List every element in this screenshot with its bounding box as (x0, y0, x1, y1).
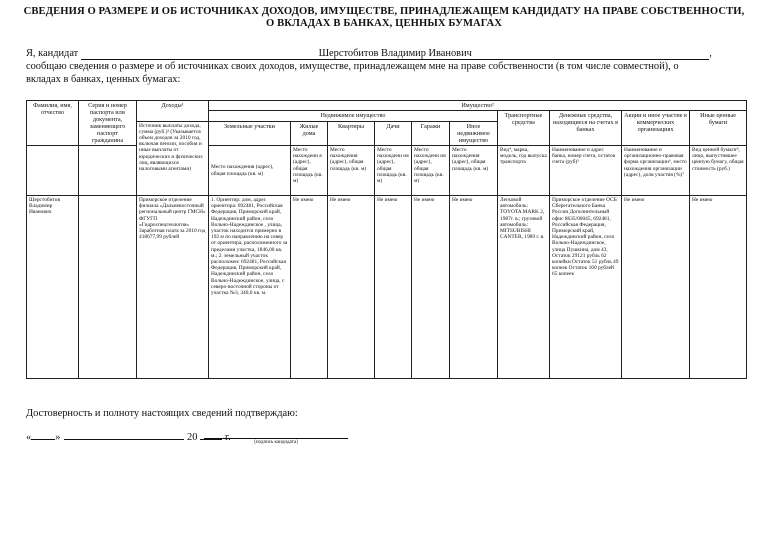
cell-cash: Приморское отделение ОСБ Сберегательного Банка России Дополнительный офис 8635/00045, 692481, Российская Федерация, Приморский край, Надеждинский район, село Вольно-Надеждинское, улица Пушкина, дом 43, Остаток 29121 рубль 62 копейки Остаток 51 рубль 49 копеек Остаток 160 рублей 65 копеек (550, 196, 622, 379)
cell-apartments: Не имею (328, 196, 375, 379)
header-transport: Транспортные средства (498, 111, 550, 146)
cell-securities: Не имею (690, 196, 747, 379)
quote-open: « (26, 432, 32, 443)
year-prefix: 20 (187, 432, 198, 443)
subheader-cash: Наименование и адрес банка, номер счета, остаток счета (руб)⁵ (550, 146, 622, 196)
cell-transport: Легковой автомобиль: TOYOTA MARK 2, 1987г. в.; грузовой автомобиль: MITSUBISHI CANTER, 1989 г. в. (498, 196, 550, 379)
subheader-income: Источник выплаты дохода, сумма (руб.)³ (Указывается объем доходов за 2010 год, включая пенсии, пособия и иные выплаты от юридических и физических лиц, являющихся налоговыми агентами) (137, 121, 209, 196)
quote-close: » (55, 432, 61, 443)
header-property: Имущество² (209, 101, 747, 111)
cell-land: 1. Ориентир: дом, адрес ориентира: 692481, Российская Федерация, Приморский край, Надеждинский район, село Вольно-Надеждинское , улица, участок находится примерно в 192 м по направлению на север от ориентира, расположенного за пределами участка, 1846,00 кв. м.; 2. земельный участок расположен: 692481, Российская Федерация, Приморский край, Надеждинский район, село Вольно-Надеждинское, улица, с северо-восточной стороны от участка №3, 340,0 кв. м. (209, 196, 291, 379)
header-dachas: Дачи (375, 121, 412, 146)
confirmation-text: Достоверность и полноту настоящих сведений подтверждаю: (26, 408, 298, 419)
intro-comma: , (709, 48, 712, 59)
subheader-shares: Наименование и организационно-правовая форма организации⁶, место нахождения организации (адрес), доля участия (%)⁷ (622, 146, 690, 196)
signature-line[interactable] (204, 438, 348, 439)
header-houses: Жилые дома (291, 121, 328, 146)
intro-line-2: сообщаю сведения о размере и об источниках своих доходов, имуществе, принадлежащем мне на праве собственности (в том числе совместной), о (26, 61, 679, 72)
cell-fio: Шерстобитов Владимир Иванович (27, 196, 79, 379)
header-apartments: Квартиры (328, 121, 375, 146)
subheader-land: Место нахождения (адрес), общая площадь (кв. м) (209, 146, 291, 196)
header-passport: Серия и номер паспорта или документа, заменяющего паспорт гражданина (79, 101, 137, 146)
cell-dachas: Не имею (375, 196, 412, 379)
cell-income: Приморское отделение филиала «Дальневосточный региональный центр ГМСН» ФГУГП «Гидроспецгеология» Заработная плата за 2010 год 418677,99 рублей (137, 196, 209, 379)
header-income: Доходы¹ (137, 101, 209, 122)
header-garages: Гаражи (412, 121, 450, 146)
candidate-name: Шерстобитов Владимир Иванович (81, 48, 709, 60)
subheader-securities: Вид ценной бумаги⁸, лицо, выпустившее ценную бумагу, общая стоимость (руб.) (690, 146, 747, 196)
subheader-other-real-estate: Место нахождения (адрес), общая площадь (кв. м) (450, 146, 498, 196)
table-row (27, 196, 747, 379)
cell-other-real-estate: Не имею (450, 196, 498, 379)
date-line (26, 430, 231, 443)
cell-houses: Не имею (291, 196, 328, 379)
cell-shares: Не имею (622, 196, 690, 379)
header-securities: Иные ценные бумаги (690, 111, 747, 146)
header-fio: Фамилия, имя, отчество (27, 101, 79, 146)
header-land: Земельные участки (209, 121, 291, 146)
header-cash: Денежные средства, находящиеся на счетах в банках (550, 111, 622, 146)
document-title-line-1: СВЕДЕНИЯ О РАЗМЕРЕ И ОБ ИСТОЧНИКАХ ДОХОДОВ, ИМУЩЕСТВЕ, ПРИНАДЛЕЖАЩЕМ КАНДИДАТУ НА ПРАВЕ СОБСТВЕННОСТИ, (23, 6, 745, 17)
header-other-real-estate: Иное недвижимое имущество (450, 121, 498, 146)
month-field[interactable] (64, 430, 184, 440)
subheader-houses: Место нахождени я (адрес), общая площадь (кв. м) (291, 146, 328, 196)
subheader-apartments: Место нахождения (адрес), общая площадь (кв. м) (328, 146, 375, 196)
intro-prefix: Я, кандидат (26, 48, 79, 59)
header-real-estate: Недвижимое имущество (209, 111, 498, 122)
header-shares: Акции и иное участие в коммерческих организациях (622, 111, 690, 146)
declaration-table (26, 100, 747, 379)
signature-caption: (подпись кандидата) (254, 440, 298, 445)
cell-passport (79, 196, 137, 379)
cell-garages: Не имею (412, 196, 450, 379)
subheader-fio-blank (27, 146, 79, 196)
intro-line-1 (26, 47, 746, 60)
intro-line-3: вкладах в банках, ценных бумагах: (26, 74, 181, 85)
subheader-transport: Вид⁴, марка, модель, год выпуска транспорта (498, 146, 550, 196)
subheader-dachas: Место нахождени ия (адрес), общая площадь (кв. м) (375, 146, 412, 196)
day-field[interactable] (31, 430, 55, 440)
subheader-passport-blank (79, 146, 137, 196)
subheader-garages: Место нахождени ия (адрес), общая площадь (кв. м) (412, 146, 450, 196)
document-title-line-2: О ВКЛАДАХ В БАНКАХ, ЦЕННЫХ БУМАГАХ (266, 18, 502, 29)
year-suffix: г. (225, 432, 231, 443)
